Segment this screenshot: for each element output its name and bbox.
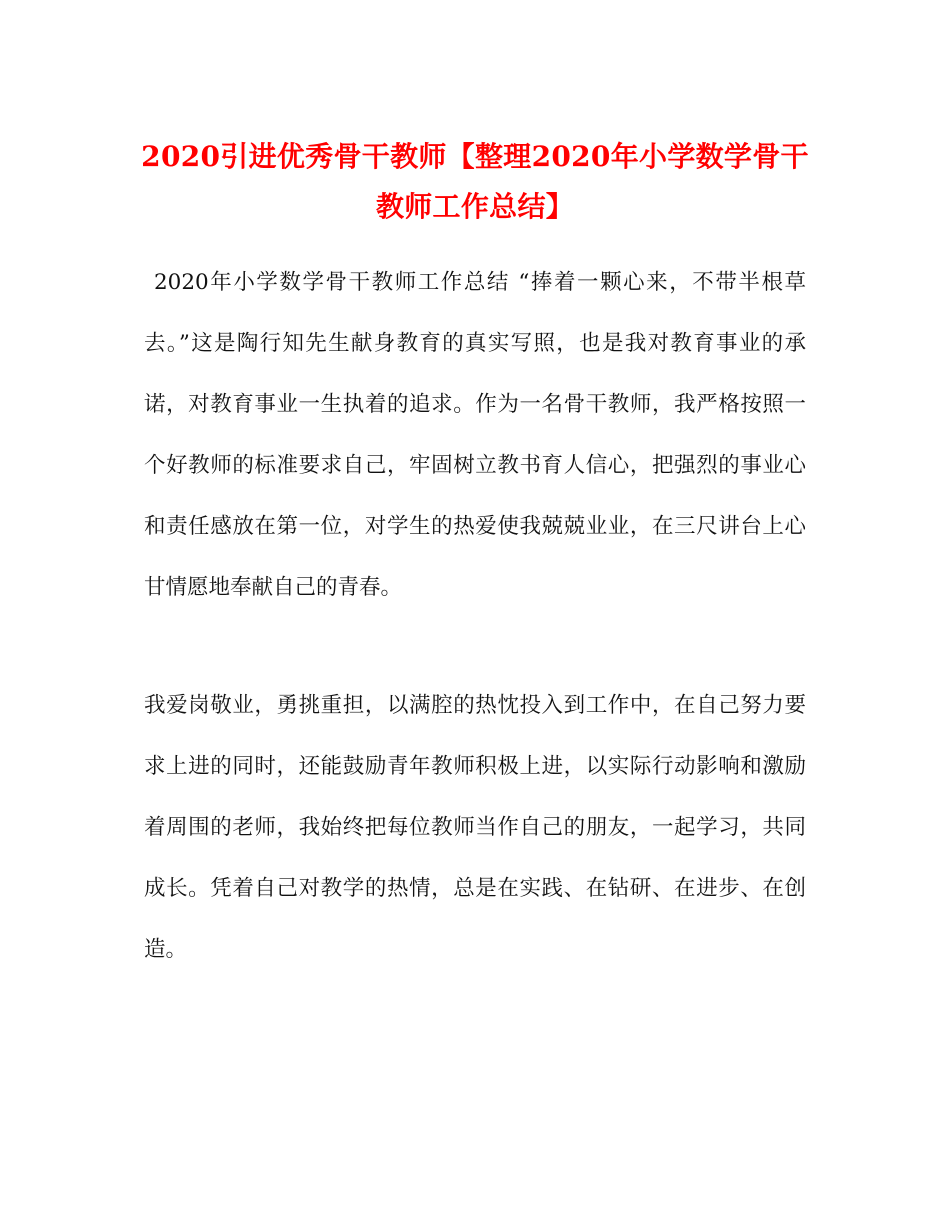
body-paragraph-1: 2020年小学数学骨干教师工作总结 “捧着一颗心来，不带半根草去。”这是陶行知先生献身教育的真实写照，也是我对教育事业的承诺，对教育事业一生执着的追求。作为一名骨干教师，我严格按照一个好教师的标准要求自己，牢固树立教书育人信心，把强烈的事业心和责任感放在第一位，对学生的热爱使我兢兢业业，在三尺讲台上心甘情愿地奉献自己的青春。: [144, 270, 806, 600]
document-title: 2020引进优秀骨干教师【整理2020年小学数学骨干教师工作总结】: [141, 140, 809, 223]
body-paragraph-2: 我爱岗敬业，勇挑重担，以满腔的热忱投入到工作中，在自己努力要求上进的同时，还能鼓励青年教师积极上进，以实际行动影响和激励着周围的老师，我始终把每位教师当作自己的朋友，一起学习，共同成长。凭着自己对教学的热情，总是在实践、在钻研、在进步、在创造。: [144, 693, 806, 962]
